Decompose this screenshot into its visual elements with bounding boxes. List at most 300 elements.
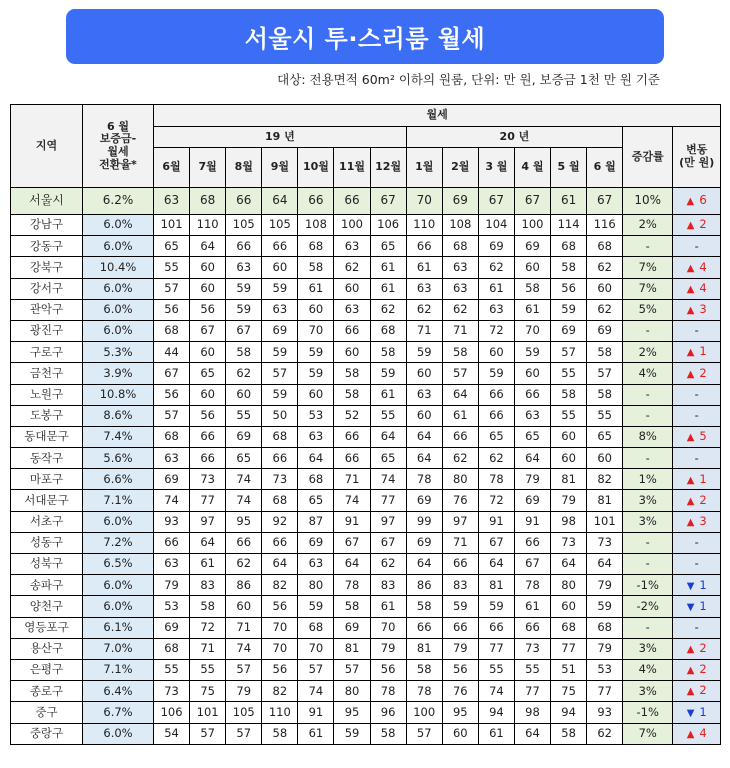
change-rate-cell: 1%	[623, 469, 673, 490]
col-header-delta: 변동 (만 원)	[673, 127, 721, 188]
rent-value-cell: 93	[587, 702, 623, 723]
region-cell: 용산구	[11, 638, 83, 659]
rent-value-cell: 58	[442, 342, 478, 363]
conversion-rate-cell: 7.2%	[83, 532, 154, 553]
rent-value-cell: 67	[154, 363, 190, 384]
rent-value-cell: 62	[587, 723, 623, 744]
delta-value: -	[694, 535, 699, 550]
region-cell: 관악구	[11, 299, 83, 320]
rent-value-cell: 64	[514, 448, 550, 469]
rent-value-cell: 71	[406, 320, 442, 341]
delta-value: 4	[699, 725, 707, 740]
rent-value-cell: 58	[298, 257, 334, 278]
rent-value-cell: 78	[514, 575, 550, 596]
table-body	[11, 188, 721, 745]
rent-value-cell: 59	[551, 299, 587, 320]
rent-value-cell: 53	[154, 596, 190, 617]
rent-value-cell: 81	[406, 638, 442, 659]
change-rate-cell: -	[623, 320, 673, 341]
triangle-up-icon: ▲	[686, 347, 695, 359]
rent-value-cell: 91	[514, 511, 550, 532]
rent-value-cell: 59	[406, 342, 442, 363]
rent-value-cell: 58	[334, 596, 370, 617]
triangle-up-icon: ▲	[686, 283, 695, 295]
rent-value-cell: 60	[298, 299, 334, 320]
rent-value-cell: 55	[154, 659, 190, 680]
delta-value: 1	[699, 598, 707, 613]
rent-value-cell: 60	[406, 405, 442, 426]
rent-value-cell: 58	[406, 659, 442, 680]
table-row	[11, 320, 721, 341]
delta-cell	[673, 532, 721, 553]
triangle-down-icon: ▼	[686, 601, 695, 613]
rent-value-cell: 71	[190, 638, 226, 659]
rent-value-cell: 68	[298, 236, 334, 257]
rent-value-cell: 57	[226, 659, 262, 680]
change-rate-cell: -	[623, 236, 673, 257]
rent-value-cell: 77	[478, 638, 514, 659]
region-cell: 구로구	[11, 342, 83, 363]
rent-value-cell: 72	[478, 490, 514, 511]
rent-value-cell: 65	[298, 490, 334, 511]
rent-value-cell: 60	[551, 426, 587, 447]
conversion-rate-cell: 3.9%	[83, 363, 154, 384]
change-rate-cell: -	[623, 384, 673, 405]
rent-value-cell: 64	[514, 723, 550, 744]
rent-value-cell: 99	[406, 511, 442, 532]
rent-value-cell: 81	[478, 575, 514, 596]
rent-value-cell: 62	[370, 299, 406, 320]
rent-value-cell: 58	[334, 363, 370, 384]
rent-value-cell: 80	[551, 575, 587, 596]
rent-value-cell: 105	[226, 215, 262, 236]
rent-value-cell: 57	[154, 405, 190, 426]
rent-value-cell: 75	[551, 681, 587, 702]
rent-value-cell: 110	[406, 215, 442, 236]
rent-value-cell: 68	[551, 236, 587, 257]
delta-value: 2	[699, 365, 707, 380]
rent-value-cell: 73	[154, 681, 190, 702]
delta-value: 1	[699, 471, 707, 486]
table-row	[11, 469, 721, 490]
rent-value-cell: 95	[442, 702, 478, 723]
rent-value-cell: 60	[587, 448, 623, 469]
rent-value-cell: 62	[442, 299, 478, 320]
change-rate-cell: 3%	[623, 490, 673, 511]
rent-value-cell: 92	[262, 511, 298, 532]
rent-value-cell: 77	[514, 681, 550, 702]
rent-value-cell: 68	[551, 617, 587, 638]
region-cell: 은평구	[11, 659, 83, 680]
rent-value-cell: 56	[551, 278, 587, 299]
rent-value-cell: 58	[587, 384, 623, 405]
rent-value-cell: 60	[551, 596, 587, 617]
rent-value-cell: 55	[190, 659, 226, 680]
month-header: 1월	[406, 148, 442, 188]
rent-value-cell: 63	[154, 188, 190, 215]
rent-value-cell: 79	[442, 638, 478, 659]
delta-value: 4	[699, 259, 707, 274]
month-header: 4 월	[514, 148, 550, 188]
rent-value-cell: 64	[551, 554, 587, 575]
month-header: 6 월	[587, 148, 623, 188]
change-rate-cell: 3%	[623, 511, 673, 532]
rent-value-cell: 66	[262, 448, 298, 469]
rent-value-cell: 57	[406, 723, 442, 744]
delta-cell	[673, 448, 721, 469]
rent-value-cell: 72	[478, 320, 514, 341]
table-row	[11, 426, 721, 447]
rent-value-cell: 70	[514, 320, 550, 341]
rent-value-cell: 94	[478, 702, 514, 723]
delta-cell	[673, 426, 721, 447]
rent-value-cell: 62	[370, 554, 406, 575]
rent-value-cell: 66	[442, 426, 478, 447]
rent-value-cell: 67	[587, 188, 623, 215]
triangle-up-icon: ▲	[686, 665, 695, 677]
table-row-total	[11, 188, 721, 215]
rent-value-cell: 64	[298, 448, 334, 469]
delta-cell	[673, 363, 721, 384]
rent-value-cell: 116	[587, 215, 623, 236]
change-rate-cell: -	[623, 554, 673, 575]
rent-value-cell: 69	[262, 320, 298, 341]
rent-value-cell: 59	[478, 596, 514, 617]
table-row	[11, 299, 721, 320]
rent-value-cell: 63	[226, 257, 262, 278]
rent-value-cell: 56	[442, 659, 478, 680]
rent-value-cell: 63	[154, 554, 190, 575]
rent-value-cell: 66	[226, 236, 262, 257]
rent-value-cell: 61	[514, 596, 550, 617]
region-cell: 중랑구	[11, 723, 83, 744]
region-cell: 강동구	[11, 236, 83, 257]
rent-value-cell: 59	[262, 384, 298, 405]
conversion-rate-cell: 6.4%	[83, 681, 154, 702]
rent-value-cell: 61	[190, 554, 226, 575]
delta-cell	[673, 681, 721, 702]
region-cell: 동작구	[11, 448, 83, 469]
year-header-19: 19 년	[154, 127, 407, 148]
rent-value-cell: 79	[587, 638, 623, 659]
rent-value-cell: 66	[334, 320, 370, 341]
rent-value-cell: 61	[298, 278, 334, 299]
rent-value-cell: 71	[226, 617, 262, 638]
rent-value-cell: 69	[514, 490, 550, 511]
month-header: 7월	[190, 148, 226, 188]
table-row	[11, 490, 721, 511]
rent-value-cell: 68	[298, 617, 334, 638]
rent-value-cell: 57	[262, 363, 298, 384]
region-cell: 성북구	[11, 554, 83, 575]
rent-value-cell: 59	[514, 342, 550, 363]
delta-value: -	[694, 238, 699, 253]
rent-value-cell: 73	[551, 532, 587, 553]
table-row	[11, 532, 721, 553]
rent-value-cell: 80	[334, 681, 370, 702]
rent-value-cell: 108	[298, 215, 334, 236]
rent-value-cell: 68	[154, 320, 190, 341]
rent-value-cell: 68	[442, 236, 478, 257]
region-cell: 송파구	[11, 575, 83, 596]
table-row	[11, 617, 721, 638]
rent-value-cell: 55	[587, 405, 623, 426]
rent-value-cell: 60	[190, 384, 226, 405]
rent-value-cell: 106	[370, 215, 406, 236]
triangle-up-icon: ▲	[686, 686, 695, 698]
delta-value: 2	[699, 492, 707, 507]
rent-value-cell: 64	[190, 236, 226, 257]
rent-value-cell: 77	[370, 490, 406, 511]
table-row	[11, 257, 721, 278]
rent-value-cell: 66	[262, 532, 298, 553]
rent-value-cell: 66	[442, 554, 478, 575]
table-row	[11, 384, 721, 405]
rent-value-cell: 67	[370, 188, 406, 215]
conversion-rate-cell: 6.0%	[83, 236, 154, 257]
conversion-rate-cell: 6.0%	[83, 575, 154, 596]
rent-value-cell: 62	[442, 448, 478, 469]
region-cell: 강서구	[11, 278, 83, 299]
rent-value-cell: 63	[298, 554, 334, 575]
rent-value-cell: 64	[406, 426, 442, 447]
rent-value-cell: 105	[262, 215, 298, 236]
rent-value-cell: 55	[226, 405, 262, 426]
rent-value-cell: 66	[226, 532, 262, 553]
rent-value-cell: 56	[262, 596, 298, 617]
rent-value-cell: 80	[442, 469, 478, 490]
rent-value-cell: 69	[334, 617, 370, 638]
rent-value-cell: 64	[478, 554, 514, 575]
delta-value: 1	[699, 704, 707, 719]
rent-value-cell: 69	[514, 236, 550, 257]
rent-table	[10, 104, 721, 745]
delta-cell	[673, 188, 721, 215]
conversion-rate-cell: 6.0%	[83, 320, 154, 341]
table-row	[11, 702, 721, 723]
rent-value-cell: 59	[442, 596, 478, 617]
rent-value-cell: 73	[587, 532, 623, 553]
table-row	[11, 511, 721, 532]
rent-value-cell: 60	[190, 278, 226, 299]
rent-value-cell: 69	[406, 532, 442, 553]
rent-value-cell: 55	[370, 405, 406, 426]
rent-value-cell: 87	[298, 511, 334, 532]
region-cell: 강남구	[11, 215, 83, 236]
table-row	[11, 236, 721, 257]
change-rate-cell: 2%	[623, 215, 673, 236]
delta-value: -	[694, 386, 699, 401]
delta-cell	[673, 405, 721, 426]
rent-value-cell: 70	[262, 617, 298, 638]
delta-value: -	[694, 620, 699, 635]
rent-value-cell: 67	[478, 188, 514, 215]
rent-value-cell: 80	[298, 575, 334, 596]
month-header: 9월	[262, 148, 298, 188]
change-rate-cell: -2%	[623, 596, 673, 617]
rent-value-cell: 69	[587, 320, 623, 341]
rent-value-cell: 81	[587, 490, 623, 511]
rent-value-cell: 77	[190, 490, 226, 511]
rent-value-cell: 63	[478, 299, 514, 320]
change-rate-cell: -	[623, 532, 673, 553]
rent-value-cell: 61	[442, 405, 478, 426]
delta-value: 3	[699, 302, 707, 317]
rent-value-cell: 97	[370, 511, 406, 532]
rent-value-cell: 106	[154, 702, 190, 723]
rent-value-cell: 67	[190, 320, 226, 341]
rent-value-cell: 56	[262, 659, 298, 680]
rent-value-cell: 100	[514, 215, 550, 236]
rent-value-cell: 66	[190, 448, 226, 469]
rent-value-cell: 94	[551, 702, 587, 723]
conversion-rate-cell: 6.0%	[83, 215, 154, 236]
rent-value-cell: 86	[226, 575, 262, 596]
triangle-down-icon: ▼	[686, 707, 695, 719]
conversion-rate-cell: 6.2%	[83, 188, 154, 215]
rent-value-cell: 66	[442, 617, 478, 638]
rent-value-cell: 50	[262, 405, 298, 426]
rent-value-cell: 62	[587, 257, 623, 278]
rent-value-cell: 63	[406, 278, 442, 299]
rent-value-cell: 60	[334, 342, 370, 363]
rent-value-cell: 61	[298, 723, 334, 744]
rent-value-cell: 63	[154, 448, 190, 469]
rent-value-cell: 68	[262, 490, 298, 511]
conversion-rate-cell: 7.0%	[83, 638, 154, 659]
rent-value-cell: 63	[514, 405, 550, 426]
conversion-rate-cell: 7.4%	[83, 426, 154, 447]
rent-value-cell: 58	[334, 384, 370, 405]
rent-value-cell: 60	[514, 257, 550, 278]
delta-cell	[673, 638, 721, 659]
rent-value-cell: 81	[551, 469, 587, 490]
rent-value-cell: 63	[334, 236, 370, 257]
rent-value-cell: 67	[226, 320, 262, 341]
rent-value-cell: 69	[551, 320, 587, 341]
rent-value-cell: 97	[190, 511, 226, 532]
conversion-rate-cell: 5.3%	[83, 342, 154, 363]
rent-value-cell: 66	[514, 384, 550, 405]
region-cell: 영등포구	[11, 617, 83, 638]
rent-value-cell: 55	[478, 659, 514, 680]
rent-value-cell: 62	[478, 448, 514, 469]
rent-value-cell: 97	[442, 511, 478, 532]
region-cell: 도봉구	[11, 405, 83, 426]
rent-value-cell: 51	[551, 659, 587, 680]
rent-value-cell: 69	[154, 617, 190, 638]
rent-value-cell: 62	[587, 299, 623, 320]
table-row	[11, 405, 721, 426]
rent-value-cell: 67	[370, 532, 406, 553]
rent-value-cell: 82	[587, 469, 623, 490]
triangle-up-icon: ▲	[686, 728, 695, 740]
rent-value-cell: 44	[154, 342, 190, 363]
rent-value-cell: 78	[334, 575, 370, 596]
rent-value-cell: 71	[442, 532, 478, 553]
delta-value: 2	[699, 217, 707, 232]
table-row	[11, 448, 721, 469]
rent-value-cell: 56	[190, 405, 226, 426]
delta-cell	[673, 723, 721, 744]
rent-value-cell: 57	[442, 363, 478, 384]
rent-value-cell: 65	[514, 426, 550, 447]
rent-value-cell: 74	[370, 469, 406, 490]
rent-value-cell: 104	[478, 215, 514, 236]
rent-value-cell: 83	[442, 575, 478, 596]
rent-value-cell: 79	[514, 469, 550, 490]
rent-value-cell: 100	[334, 215, 370, 236]
triangle-up-icon: ▲	[686, 495, 695, 507]
col-header-change-rate: 증감률	[623, 127, 673, 188]
col-header-region: 지역	[11, 105, 83, 188]
rent-value-cell: 67	[478, 532, 514, 553]
region-cell: 강북구	[11, 257, 83, 278]
change-rate-cell: 4%	[623, 659, 673, 680]
delta-value: 2	[699, 662, 707, 677]
rent-value-cell: 91	[298, 702, 334, 723]
rent-value-cell: 83	[370, 575, 406, 596]
change-rate-cell: -	[623, 448, 673, 469]
table-row	[11, 638, 721, 659]
rent-value-cell: 110	[190, 215, 226, 236]
rent-value-cell: 74	[226, 638, 262, 659]
rent-value-cell: 69	[226, 426, 262, 447]
rent-value-cell: 101	[587, 511, 623, 532]
region-cell: 서울시	[11, 188, 83, 215]
rent-value-cell: 79	[154, 575, 190, 596]
rent-value-cell: 79	[226, 681, 262, 702]
rent-value-cell: 66	[226, 188, 262, 215]
triangle-up-icon: ▲	[686, 644, 695, 656]
delta-cell	[673, 384, 721, 405]
change-rate-cell: 10%	[623, 188, 673, 215]
triangle-up-icon: ▲	[686, 432, 695, 444]
triangle-up-icon: ▲	[686, 305, 695, 317]
rent-value-cell: 71	[442, 320, 478, 341]
triangle-up-icon: ▲	[686, 196, 695, 208]
rent-value-cell: 66	[334, 188, 370, 215]
delta-value: -	[694, 323, 699, 338]
rent-value-cell: 70	[370, 617, 406, 638]
rent-value-cell: 79	[370, 638, 406, 659]
conversion-rate-cell: 6.0%	[83, 278, 154, 299]
rent-value-cell: 61	[370, 384, 406, 405]
rent-value-cell: 54	[154, 723, 190, 744]
region-cell: 서대문구	[11, 490, 83, 511]
rent-value-cell: 62	[226, 363, 262, 384]
rent-value-cell: 66	[478, 617, 514, 638]
region-cell: 금천구	[11, 363, 83, 384]
rent-value-cell: 79	[587, 575, 623, 596]
delta-value: 3	[699, 513, 707, 528]
rent-value-cell: 61	[370, 596, 406, 617]
change-rate-cell: 7%	[623, 257, 673, 278]
rent-value-cell: 66	[262, 236, 298, 257]
rent-value-cell: 60	[226, 596, 262, 617]
delta-value: 1	[699, 577, 707, 592]
conversion-rate-cell: 6.7%	[83, 702, 154, 723]
rent-value-cell: 64	[262, 188, 298, 215]
rent-value-cell: 59	[226, 278, 262, 299]
delta-cell	[673, 511, 721, 532]
rent-value-cell: 66	[406, 236, 442, 257]
conversion-rate-cell: 5.6%	[83, 448, 154, 469]
rent-value-cell: 93	[154, 511, 190, 532]
conversion-rate-cell: 6.1%	[83, 617, 154, 638]
rent-value-cell: 55	[551, 405, 587, 426]
delta-value: -	[694, 408, 699, 423]
